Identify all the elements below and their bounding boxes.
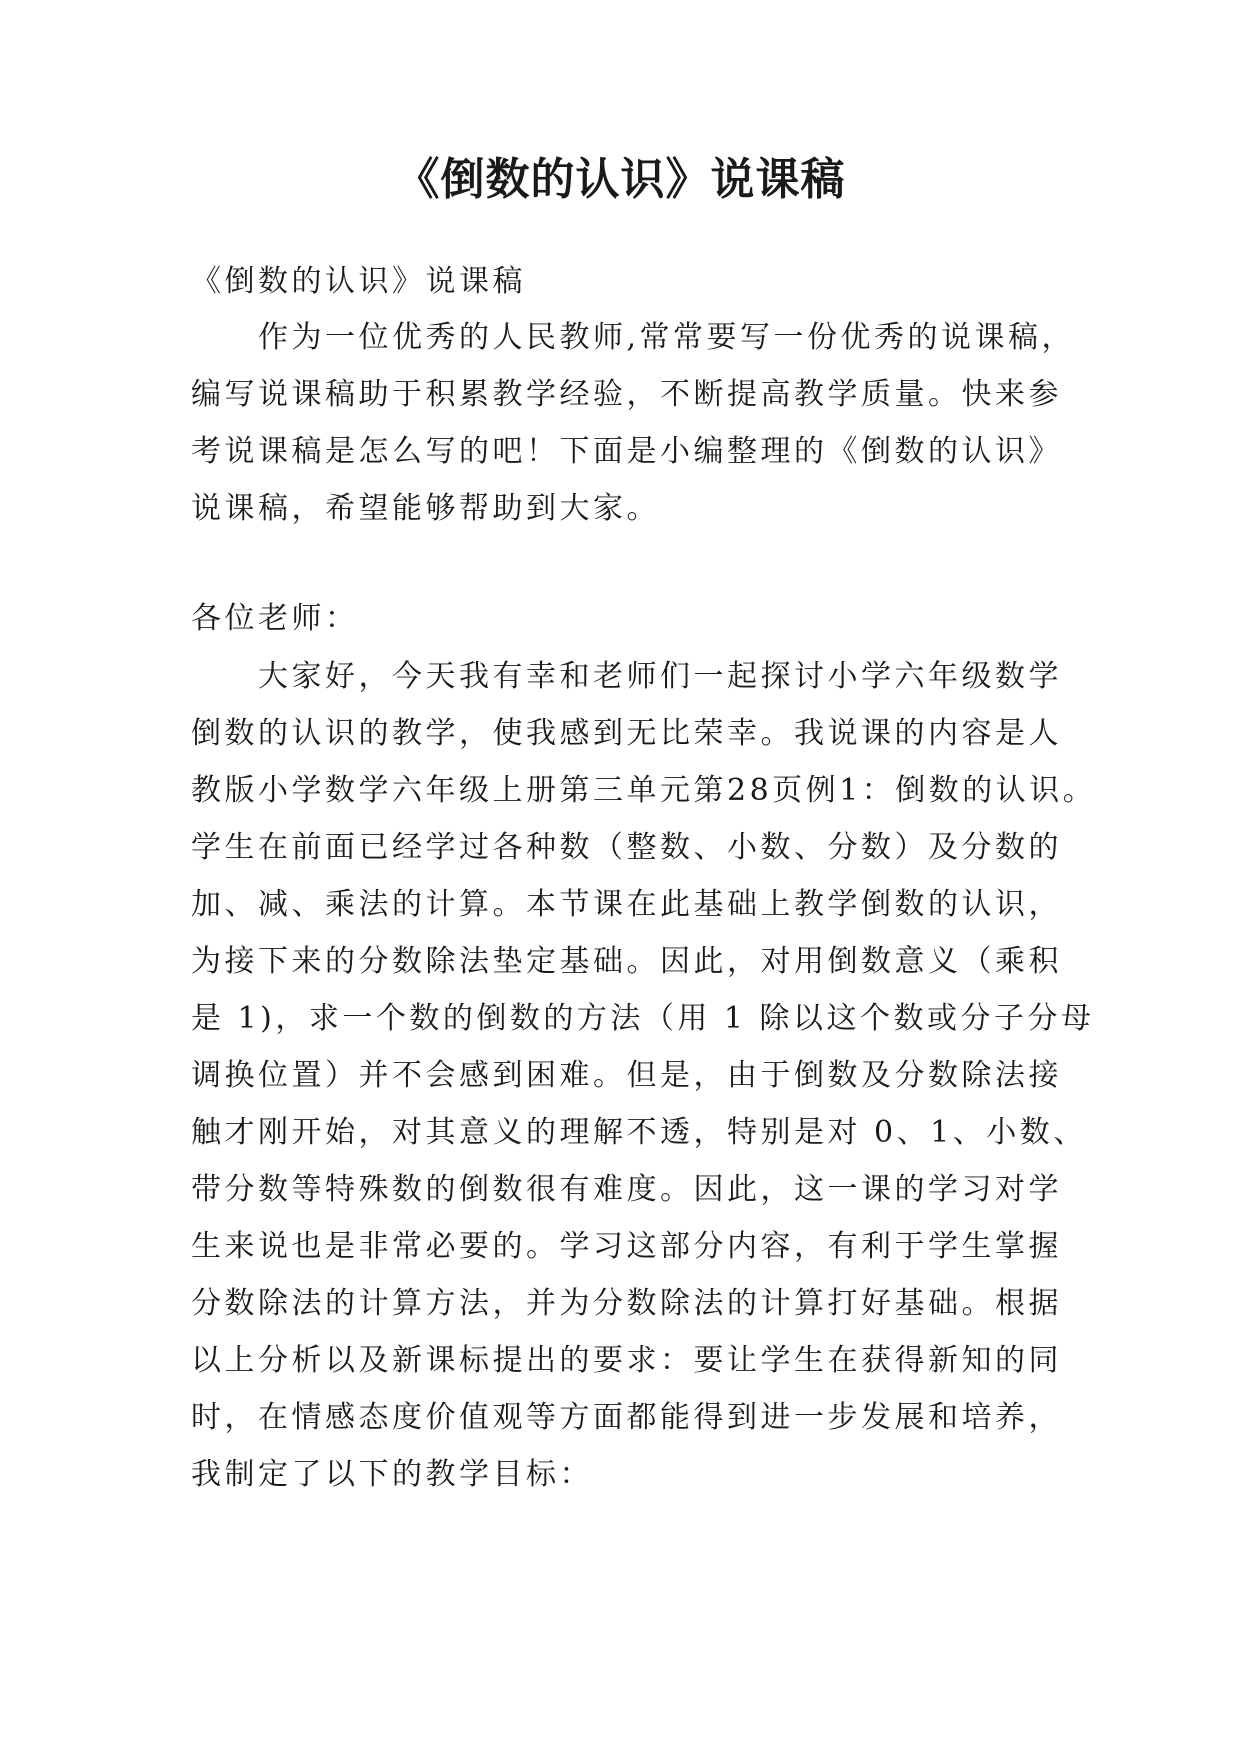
intro-line: 说课稿，希望能够帮助到大家。 (191, 491, 660, 526)
body-line: 我制定了以下的教学目标： (191, 1457, 593, 1492)
body-line: 倒数的认识的教学，使我感到无比荣幸。我说课的内容是人 (191, 716, 1062, 751)
intro-line: 编写说课稿助于积累教学经验，不断提高教学质量。快来参 (191, 377, 1062, 412)
body-line: 大家好，今天我有幸和老师们一起探讨小学六年级数学 (258, 659, 1062, 694)
body-line: 生来说也是非常必要的。学习这部分内容，有利于学生掌握 (191, 1229, 1062, 1264)
body-line: 是 1)，求一个数的倒数的方法（用 1 除以这个数或分子分母 (191, 1001, 1095, 1036)
salutation: 各位老师： (191, 601, 359, 636)
document-subtitle: 《倒数的认识》说课稿 (191, 264, 526, 299)
body-line: 学生在前面已经学过各种数（整数、小数、分数）及分数的 (191, 830, 1062, 865)
body-line: 调换位置）并不会感到困难。但是，由于倒数及分数除法接 (191, 1058, 1062, 1093)
body-line: 为接下来的分数除法垫定基础。因此，对用倒数意义（乘积 (191, 944, 1062, 979)
intro-line: 作为一位优秀的人民教师,常常要写一份优秀的说课稿， (258, 320, 1076, 355)
intro-line: 考说课稿是怎么写的吧！下面是小编整理的《倒数的认识》 (191, 434, 1062, 469)
body-line: 以上分析以及新课标提出的要求：要让学生在获得新知的同 (191, 1343, 1062, 1378)
body-line: 带分数等特殊数的倒数很有难度。因此，这一课的学习对学 (191, 1172, 1062, 1207)
body-line: 分数除法的计算方法，并为分数除法的计算打好基础。根据 (191, 1286, 1062, 1321)
body-line: 加、减、乘法的计算。本节课在此基础上教学倒数的认识， (191, 887, 1062, 922)
document-title: 《倒数的认识》说课稿 (395, 154, 846, 205)
body-line: 触才刚开始，对其意义的理解不透，特别是对 0、1、小数、 (191, 1115, 1087, 1150)
body-line: 时，在情感态度价值观等方面都能得到进一步发展和培养， (191, 1400, 1062, 1435)
body-line: 教版小学数学六年级上册第三单元第28页例1：倒数的认识。 (191, 773, 1097, 808)
